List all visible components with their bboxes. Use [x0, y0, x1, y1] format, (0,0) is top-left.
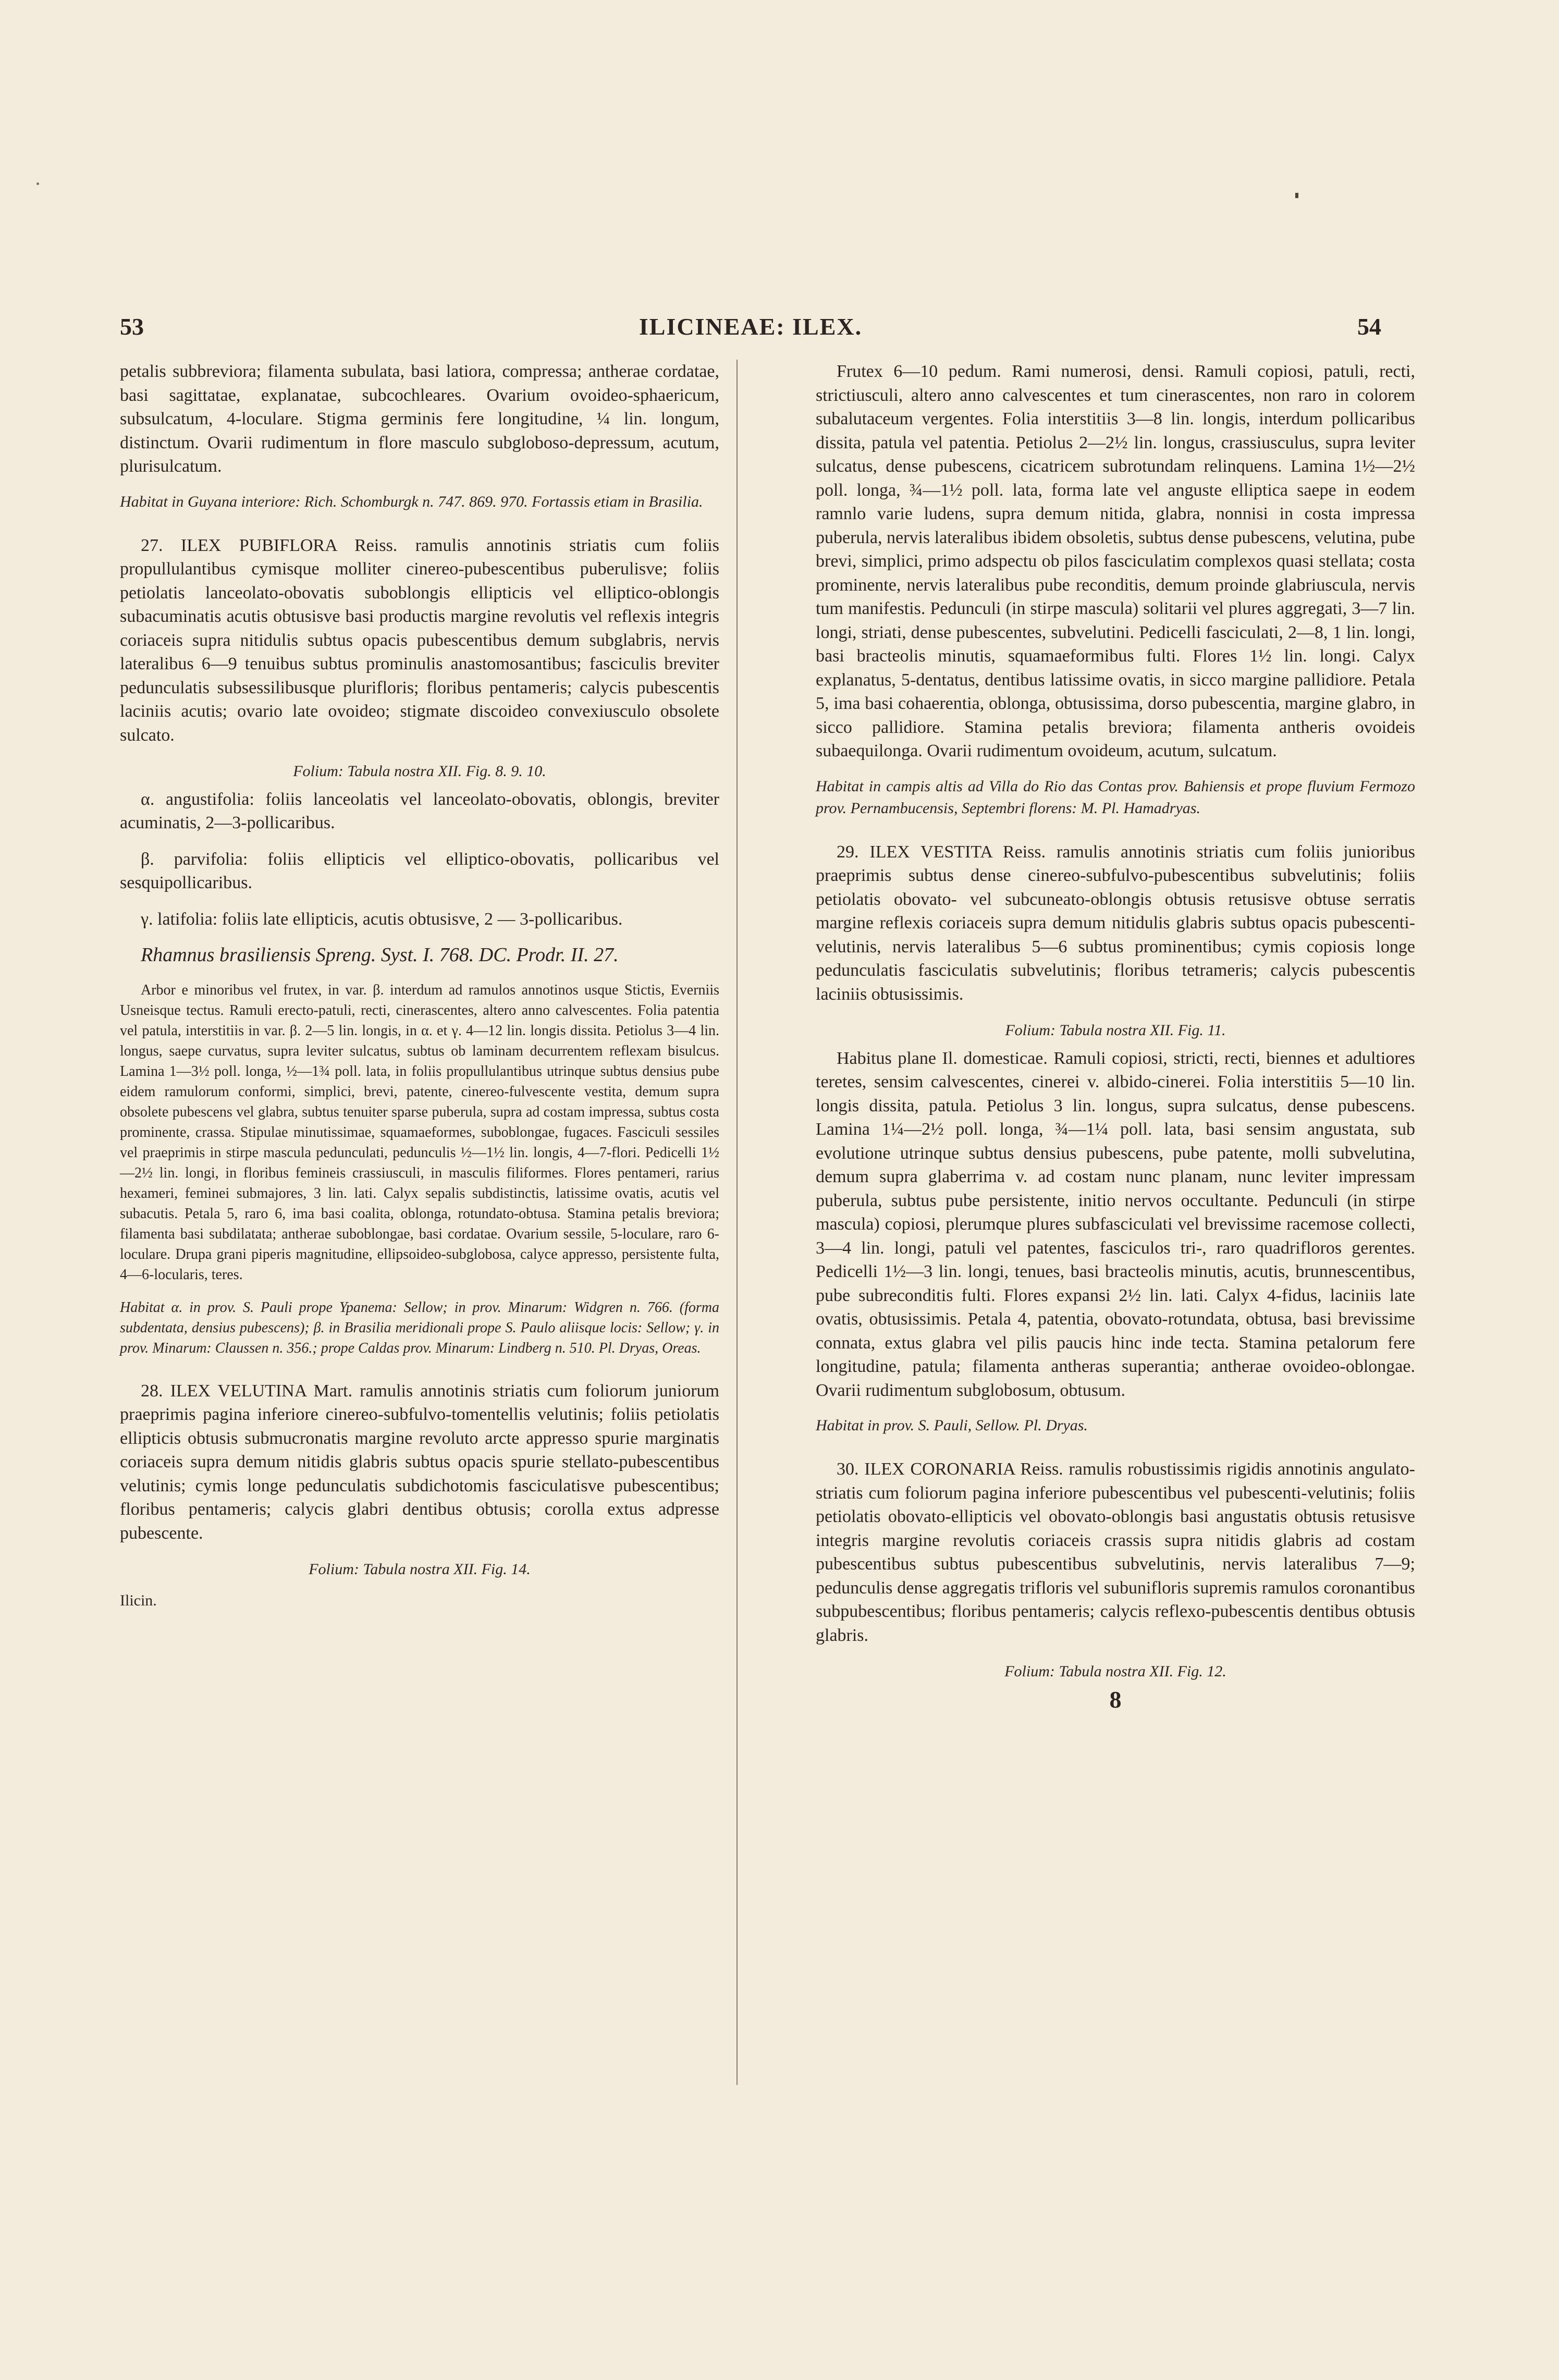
running-title: ILICINEAE: ILEX.: [639, 313, 863, 340]
habitat-note: Habitat α. in prov. S. Pauli prope Ypanema: Sellow; in prov. Minarum: Widgren n. 766. (forma subdentata, densius pubescens); β. in Brasilia meridionali prope S. Paulo aliisque locis: Sellow; γ. in prov. Minarum: Claussen n. 356.; prope Caldas prov. Minarum: Lindberg n. 510. Pl. Dryas, Oreas.: [120, 1299, 719, 1356]
left-column: [120, 360, 719, 1612]
figure-reference: Folium: Tabula nostra XII. Fig. 14.: [309, 1561, 531, 1578]
column-divider: [736, 360, 738, 2085]
signature-mark: Ilicin.: [120, 1591, 157, 1609]
species-27-diagnosis: 27. ILEX PUBIFLORA Reiss. ramulis annotinis striatis cum foliis propullulantibus cymisque molliter cinereo-pubescentibus puberulisve; foliis petiolatis lanceolato-obovatis suboblongis ellipticis vel elliptico-oblongis subacuminatis acutis obtusisve basi productis margine revolutis vel reflexis integris coriaceis supra nitidulis subtus opacis pubescentibus demum subglabris, nervis lateralibus 6—9 tenuibus subtus prominulis anastomosantibus; fasciculis breviter pedunculatis subsessilibusque plurifloris; floribus pentameris; calycis pubescentis laciniis acutis; ovario late ovoideo; stigmate discoideo convexiusculo obsolete sulcato.: [120, 535, 719, 745]
figure-reference: Folium: Tabula nostra XII. Fig. 8. 9. 10.: [293, 763, 546, 780]
species-30-diagnosis: 30. ILEX CORONARIA Reiss. ramulis robustissimis rigidis annotinis angulato-striatis cum foliorum pagina inferiore pubescentibus vel pubescenti-velutinis; foliis petiolatis obovato-ellipticis vel obovato-oblongis basi angustatis obtusis retusisve integris margine revolutis coriaceis crassis supra nitidis glabris ad costam pubescentibus subtus pubescentibus subvelutinis, nervis lateralibus 7—9; pedunculis dense aggregatis trifloris vel subunifloris supremis ramulos coronantibus subpubescentibus; floribus pentameris; calycis reflexo-pubescentis dentibus obtusis glabris.: [816, 1459, 1415, 1645]
print-speck: [1295, 193, 1298, 198]
species-28-diagnosis: 28. ILEX VELUTINA Mart. ramulis annotinis striatis cum foliorum juniorum praeprimis pagina inferiore cinereo-subfulvo-tomentellis velutinis; foliis petiolatis ellipticis obtusis submucronatis margine revoluto arcte appresso spurie marginatis coriaceis supra demum nitidis glabris subtus opacis spurie stellato-pubescentibus velutinis; cymis longe pedunculatis subdichotomis fasciculatisve pubescentibus; floribus pentameris; calycis glabri dentibus obtusis; corolla extus adpresse pubescente.: [120, 1381, 719, 1543]
paragraph: petalis subbreviora; filamenta subulata, basi latiora, compressa; antherae cordatae, basi sagittatae, explanatae, subcochleares. Ovarium ovoideo-sphaericum, subsulcatum, 4-loculare. Stigma germinis fere longitudine, ¼ lin. longum, distinctum. Ovarii rudimentum in flore masculo subgloboso-depressum, acutum, plurisulcatum.: [120, 362, 719, 476]
habitat-note: Habitat in campis altis ad Villa do Rio das Contas prov. Bahiensis et prope fluvium Fermozo prov. Pernambucensis, Septembri florens: M. Pl. Hamadryas.: [816, 777, 1415, 817]
description: Arbor e minoribus vel frutex, in var. β. interdum ad ramulos annotinos usque Stictis, Everniis Usneisque tectus. Ramuli erecto-patuli, recti, cinerascentes, altero anno calvescentes. Folia patentia vel patula, interstitiis in var. β. 2—5 lin. longis, in α. et γ. 4—12 lin. longis dissita. Petiolus 3—4 lin. longus, saepe curvatus, supra leviter sulcatus, subtus ob laminam decurrentem reflexam bisulcus. Lamina 1—3½ poll. longa, ½—1¾ poll. lata, in foliis propullulantibus utrinque subtus densius pube eidem ramulorum conformi, simplici, brevi, patente, cinereo-fulvescente vestita, demum supra obsolete pubescens vel glabra, subtus tenuiter sparse puberula, supra ad costam impressa, subtus costa prominente, crassa. Stipulae minutissimae, squamaeformes, suboblongae, fugaces. Fasciculi sessiles vel praeprimis in stirpe mascula pedunculati, pedunculis ½—1½ lin. longis, 4—7-flori. Pedicelli 1½—2½ lin. longi, in floribus femineis crassiusculi, in masculis filiformes. Flores pentameri, rarius hexameri, feminei submajores, 3 lin. lati. Calyx sepalis subdistinctis, latissime ovatis, acutis vel subacutis. Petala 5, raro 6, ima basi coalita, oblonga, rotundato-obtusa. Stamina petalis breviora; filamenta basi subdilatata; antherae suboblongae, basi cordatae. Ovarium sessile, 5-loculare, raro 6-loculare. Drupa grani piperis magnitudine, ellipsoideo-subglobosa, calyce appresso, persistente fulta, 4—6-locularis, teres.: [120, 982, 719, 1283]
variety-beta: β. parvifolia: foliis ellipticis vel elliptico-obovatis, pollicaribus vel sesquipollicaribus.: [120, 849, 719, 892]
figure-reference: Folium: Tabula nostra XII. Fig. 12.: [1004, 1663, 1226, 1680]
figure-reference: Folium: Tabula nostra XII. Fig. 11.: [1005, 1022, 1226, 1039]
variety-alpha: α. angustifolia: foliis lanceolatis vel lanceolato-obovatis, oblongis, breviter acuminatis, 2—3-pollicaribus.: [120, 789, 719, 832]
page-number-right: 54: [1357, 313, 1381, 340]
species-29-diagnosis: 29. ILEX VESTITA Reiss. ramulis annotinis striatis cum foliis junioribus praeprimis subtus dense cinereo-subfulvo-pubescentibus subvelutinis; foliis petiolatis obovato- vel subcuneato-oblongis obtusis retusisve obtuse serratis margine reflexis coriaceis supra demum nitidulis glabris subtus opacis pubescenti-velutinis, nervis lateralibus 5—6 subtus prominentibus; cymis copiosis longe pedunculatis fasciculatis subvelutinis; floribus tetrameris; calycis pubescentis laciniis obtusissimis.: [816, 842, 1415, 1004]
habitat-note: Habitat in Guyana interiore: Rich. Schomburgk n. 747. 869. 970. Fortassis etiam in Brasilia.: [120, 493, 703, 510]
description: Habitus plane Il. domesticae. Ramuli copiosi, stricti, recti, biennes et adultiores teretes, sensim calvescentes, cinerei v. albido-cinerei. Folia interstitiis 5—10 lin. longis dissita, patula. Petiolus 3 lin. longus, supra sulcatus, dense pubescens. Lamina 1¼—2½ poll. longa, ¾—1¼ poll. lata, basi sensim angustata, sub evolutione utrinque subtus densius pubescens, pube patente, molli subvelutina, demum supra glaberrima v. ad costam nunc planam, nunc leviter impressam puberula, subtus pube persistente, initio nervos occultante. Pedunculi (in stirpe mascula) copiosi, plerumque plures subfasciculati vel brevissime racemose collecti, 3—4 lin. longi, patuli vel patentes, fasciculos tri-, raro quadrifloros gerentes. Pedicelli 1½—3 lin. longi, tenues, basi bracteolis minutis, acutis, brunnescentibus, pube subreconditis fulti. Flores expansi 2½ lin. lati. Calyx 4-fidus, laciniis late ovatis, obtusissimis. Petala 4, patentia, obovato-rotundata, obtusa, basi brevissime connata, extus glabra vel pilis paucis hinc inde tecta. Stamina petalorum fere longitudine, patula; filamenta antheras superantia; antherae ovoideo-oblongae. Ovarii rudimentum subglobosum, obtusum.: [816, 1048, 1415, 1400]
print-speck: [36, 182, 39, 185]
right-column: [816, 360, 1415, 1711]
variety-gamma: γ. latifolia: foliis late ellipticis, acutis obtusisve, 2 — 3-pollicaribus.: [141, 909, 623, 929]
habitat-note: Habitat in prov. S. Pauli, Sellow. Pl. Dryas.: [816, 1417, 1088, 1434]
synonym: Rhamnus brasiliensis Spreng. Syst. I. 768. DC. Prodr. II. 27.: [141, 944, 619, 966]
signature-number: 8: [1109, 1686, 1122, 1713]
page-number-left: 53: [120, 313, 144, 340]
description: Frutex 6—10 pedum. Rami numerosi, densi. Ramuli copiosi, patuli, recti, strictiusculi, altero anno calvescentes et tum cinerascentes, non raro in colorem subalutaceum vergentes. Folia interstitiis 3—8 lin. longis, interdum pollicaribus dissita, patula vel patentia. Petiolus 2—2½ lin. longus, crassiusculus, supra leviter sulcatus, dense pubescens, cicatricem subrotundam relinquens. Lamina 1½—2½ poll. longa, ¾—1½ poll. lata, forma late vel anguste elliptica saepe in eodem ramnlo varie ludens, supra demum nitida, glabra, nonnisi in costa impressa puberula, nervis lateralibus ibidem obsoletis, subtus dense pubescens, velutina, pube brevi, simplici, primo adspectu ob pilos fasciculatim complexos quasi stellata; costa prominente, nervis lateralibus pube reconditis, demum proinde glabriuscula, nervis tum manifestis. Pedunculi (in stirpe mascula) solitarii vel plures aggregati, 3—7 lin. longi, striati, dense pubescentes, subvelutini. Pedicelli fasciculati, 2—8, 1 lin. longi, basi bracteolis minutis, squamaeformibus fulti. Flores 1½ lin. longi. Calyx explanatus, 5-dentatus, dentibus latissime ovatis, in sicco margine pallidiore. Petala 5, ima basi cohaerentia, oblonga, obtusissima, dorso pubescentia, margine glabro, in sicco pallidiore. Stamina petalis breviora; filamenta antheris ovoideis subaequilonga. Ovarii rudimentum ovoideum, acutum, sulcatum.: [816, 362, 1415, 760]
page-header: [120, 313, 1381, 344]
